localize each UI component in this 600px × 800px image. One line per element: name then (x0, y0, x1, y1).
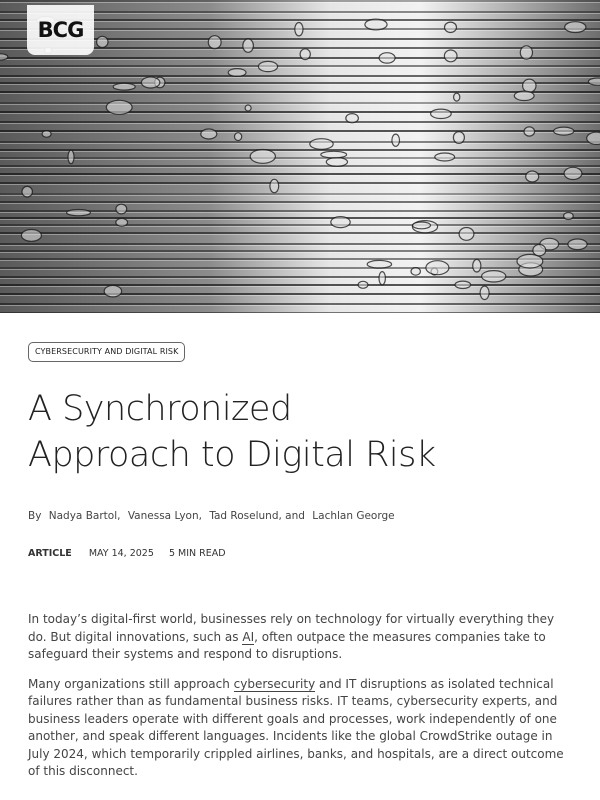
article-meta (28, 548, 226, 559)
author-link[interactable]: Lachlan George (312, 510, 395, 522)
title-line-2: Approach to Digital Risk (28, 435, 436, 475)
page-title (28, 386, 568, 478)
byline (28, 510, 399, 522)
category-tag[interactable]: CYBERSECURITY AND DIGITAL RISK (28, 342, 185, 362)
article-date: MAY 14, 2025 (88, 548, 154, 559)
hero-image (0, 0, 600, 313)
paragraph-text: In today’s digital-first world, businesses rely on technology for virtually everything they do. But digital innovations, such as (28, 612, 555, 644)
paragraph-text: , often outpace the measures companies take to safeguard their systems and respond to disruptions. (28, 629, 546, 661)
author-link[interactable]: Vanessa Lyon, (127, 510, 202, 522)
paragraph (28, 611, 573, 664)
bcg-logo[interactable]: BCG (27, 5, 94, 55)
author-link[interactable]: Tad Roselund, and (209, 510, 305, 522)
article-body (28, 611, 573, 793)
paragraph (28, 676, 573, 781)
author-link[interactable]: Nadya Bartol, (48, 510, 121, 522)
paragraph-text: Many organizations still approach (28, 676, 234, 691)
read-time: 5 MIN READ (168, 548, 226, 559)
title-line-1: A Synchronized (28, 389, 292, 429)
paragraph-text: and IT disruptions as isolated technical failures rather than as fundamental business risks. IT teams, cybersecurity experts, and business leaders operate with different goals and processes, work independently of one another, and speak different languages. Incidents like the global CrowdStrike outage in July 2024, which temporarily crippled airlines, banks, and hospitals, are a direct outcome of this disconnect. (28, 676, 564, 778)
byline-prefix: By (28, 510, 42, 522)
cybersecurity-link[interactable]: cybersecurity (233, 676, 316, 691)
ai-link[interactable]: AI (242, 629, 255, 644)
article-type: ARTICLE (28, 548, 72, 559)
